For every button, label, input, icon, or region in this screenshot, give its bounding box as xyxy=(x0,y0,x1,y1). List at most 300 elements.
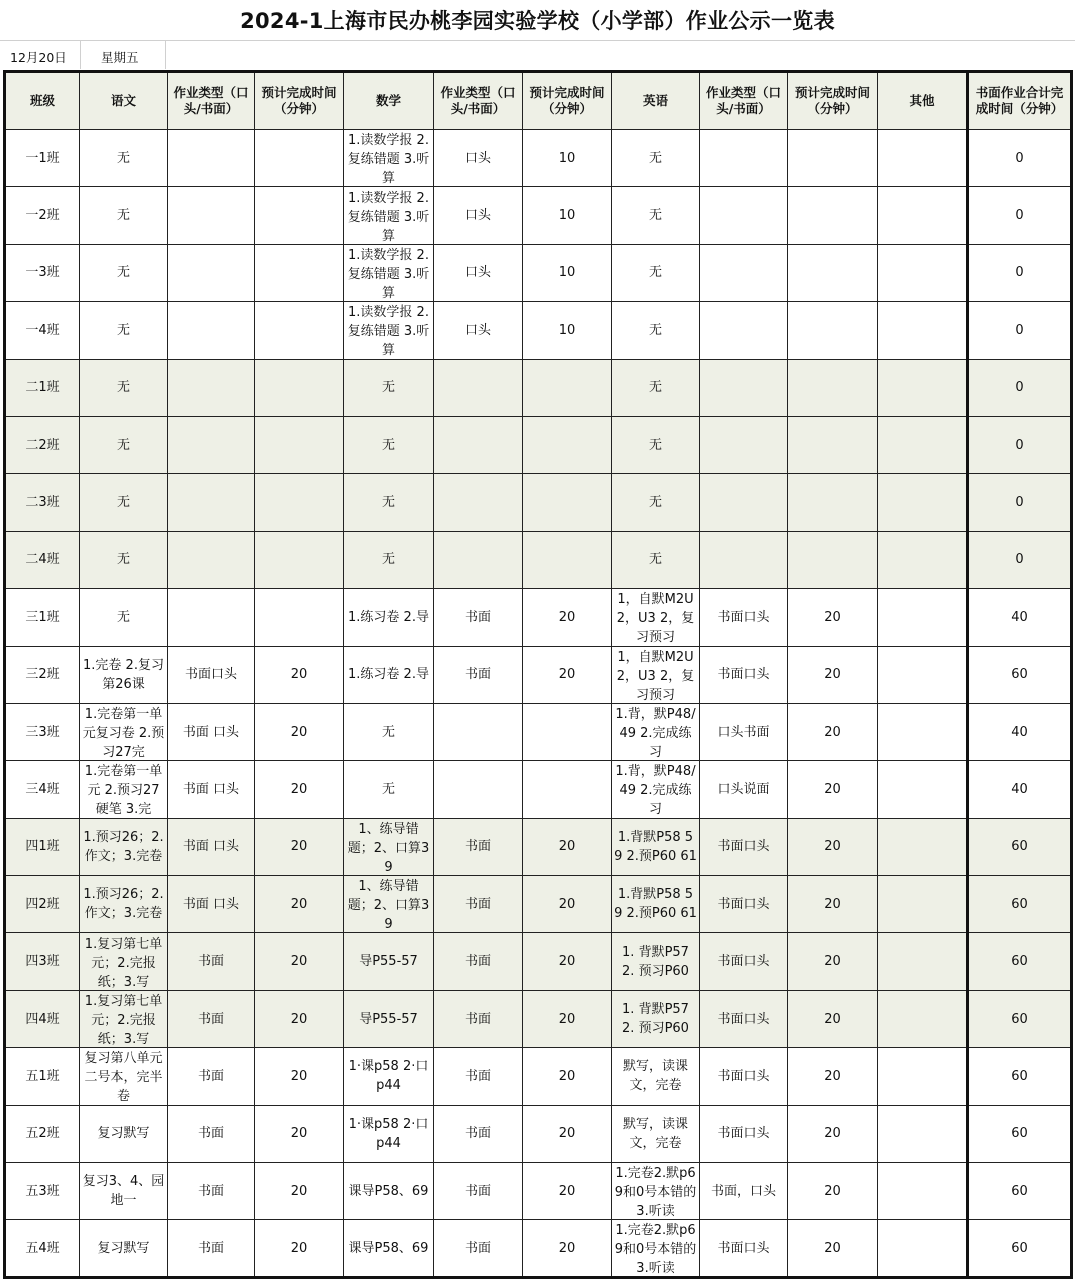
cell-text: 1.复习第七单元；2.完报纸；3.写 xyxy=(84,936,163,989)
cell-total-time xyxy=(968,876,1072,933)
cell-math-type xyxy=(434,818,523,875)
cell-text: 二3班 xyxy=(25,495,60,511)
cell-class xyxy=(5,703,80,760)
cell-class xyxy=(5,933,80,990)
cell-english-type xyxy=(700,876,788,933)
cell-total-time xyxy=(968,818,1072,875)
cell-text: 三2班 xyxy=(25,667,60,683)
table-row xyxy=(5,990,1072,1047)
cell-english xyxy=(612,187,700,244)
cell-text: 1.背默P58 59 2.预P60 61 xyxy=(614,887,697,922)
cell-total-time xyxy=(968,359,1072,416)
cell-english-type xyxy=(700,244,788,301)
cell-math-type xyxy=(434,359,523,416)
cell-text: 40 xyxy=(1011,724,1028,740)
cell-text: 20 xyxy=(290,724,308,740)
cell-chinese-type xyxy=(168,416,255,473)
cell-text: 五4班 xyxy=(25,1240,60,1256)
cell-other xyxy=(878,876,968,933)
cell-chinese-type xyxy=(168,531,255,588)
cell-english-time xyxy=(788,646,878,703)
cell-text: 书面 xyxy=(464,1126,491,1142)
cell-english-time xyxy=(788,416,878,473)
cell-text: 60 xyxy=(1011,954,1028,970)
cell-math-type xyxy=(434,761,523,818)
cell-text: 1，自默M2U2，U3 2，复习预习 xyxy=(616,592,695,645)
cell-text: 书面 xyxy=(464,609,491,625)
cell-text: 20 xyxy=(290,1126,308,1142)
cell-total-time xyxy=(968,130,1072,187)
cell-chinese-time xyxy=(255,1105,344,1162)
cell-english-type xyxy=(700,359,788,416)
cell-total-time xyxy=(968,761,1072,818)
header-total-time: 书面作业合计完成时间（分钟） xyxy=(968,72,1072,130)
cell-text: 1.练习卷 2.导 xyxy=(348,667,429,683)
cell-text: 0 xyxy=(1015,380,1024,396)
cell-english xyxy=(612,416,700,473)
cell-chinese-type xyxy=(168,990,255,1047)
cell-text: 无 xyxy=(648,437,662,453)
cell-chinese xyxy=(80,474,168,531)
cell-text: 无 xyxy=(116,322,130,338)
cell-math xyxy=(344,416,434,473)
cell-english-time xyxy=(788,990,878,1047)
cell-text: 1.复习第七单元；2.完报纸；3.写 xyxy=(84,994,163,1047)
cell-math-time xyxy=(523,589,612,646)
cell-total-time xyxy=(968,1220,1072,1277)
cell-text: 书面 xyxy=(464,1011,491,1027)
cell-class xyxy=(5,876,80,933)
cell-text: 40 xyxy=(1011,609,1028,625)
cell-english-time xyxy=(788,187,878,244)
cell-text: 10 xyxy=(558,322,576,338)
cell-english-type xyxy=(700,761,788,818)
cell-chinese-type xyxy=(168,646,255,703)
cell-chinese-type xyxy=(168,818,255,875)
cell-class xyxy=(5,1220,80,1277)
cell-english-time xyxy=(788,818,878,875)
cell-text: 书面 xyxy=(464,896,491,912)
cell-text: 0 xyxy=(1015,552,1024,568)
cell-english-type xyxy=(700,589,788,646)
cell-other xyxy=(878,703,968,760)
header-row xyxy=(5,72,1072,130)
cell-text: 书面口头 xyxy=(717,839,770,855)
header-english: 英语 xyxy=(612,72,700,130)
table-row xyxy=(5,876,1072,933)
cell-class xyxy=(5,990,80,1047)
cell-english-time xyxy=(788,1220,878,1277)
cell-english-type xyxy=(700,933,788,990)
cell-text: 1.背，默P48/49 2.完成练习 xyxy=(615,764,696,817)
cell-total-time xyxy=(968,416,1072,473)
cell-english xyxy=(612,130,700,187)
cell-text: 书面 口头 xyxy=(182,781,240,797)
cell-class xyxy=(5,531,80,588)
cell-english xyxy=(612,589,700,646)
table-row xyxy=(5,187,1072,244)
cell-class xyxy=(5,1105,80,1162)
cell-math-type xyxy=(434,990,523,1047)
cell-text: 复习默写 xyxy=(97,1240,150,1256)
table-row xyxy=(5,359,1072,416)
cell-math-time xyxy=(523,876,612,933)
cell-text: 无 xyxy=(381,724,395,740)
cell-text: 20 xyxy=(290,839,308,855)
table-row xyxy=(5,302,1072,359)
table-row xyxy=(5,818,1072,875)
cell-math-time xyxy=(523,1220,612,1277)
cell-english xyxy=(612,933,700,990)
cell-chinese xyxy=(80,1220,168,1277)
cell-text: 无 xyxy=(381,552,395,568)
cell-english xyxy=(612,359,700,416)
cell-chinese xyxy=(80,359,168,416)
cell-english-type xyxy=(700,646,788,703)
table-row xyxy=(5,646,1072,703)
cell-english xyxy=(612,244,700,301)
cell-total-time xyxy=(968,1163,1072,1220)
cell-text: 无 xyxy=(116,437,130,453)
cell-chinese xyxy=(80,876,168,933)
cell-text: 20 xyxy=(558,839,576,855)
cell-chinese-time xyxy=(255,761,344,818)
cell-text: 20 xyxy=(290,1068,308,1084)
cell-math xyxy=(344,818,434,875)
cell-total-time xyxy=(968,244,1072,301)
cell-text: 1、练导错题；2、口算39 xyxy=(347,821,430,874)
cell-text: 20 xyxy=(290,667,308,683)
cell-text: 书面，口头 xyxy=(710,1183,776,1199)
cell-math-time xyxy=(523,1163,612,1220)
cell-math xyxy=(344,646,434,703)
cell-chinese xyxy=(80,244,168,301)
cell-math xyxy=(344,531,434,588)
table-row xyxy=(5,474,1072,531)
cell-math-type xyxy=(434,1105,523,1162)
cell-other xyxy=(878,1163,968,1220)
cell-text: 书面 xyxy=(464,1240,491,1256)
cell-text: 1.完卷第一单元 2.预习27硬笔 3.完 xyxy=(84,764,163,817)
cell-chinese xyxy=(80,990,168,1047)
cell-text: 无 xyxy=(648,208,662,224)
cell-chinese-type xyxy=(168,187,255,244)
cell-text: 20 xyxy=(824,609,841,625)
cell-text: 一1班 xyxy=(25,150,60,166)
cell-english-time xyxy=(788,130,878,187)
cell-english-type xyxy=(700,1220,788,1277)
cell-chinese-time xyxy=(255,818,344,875)
cell-other xyxy=(878,990,968,1047)
cell-english xyxy=(612,876,700,933)
cell-english xyxy=(612,1163,700,1220)
cell-text: 0 xyxy=(1015,265,1024,281)
cell-text: 一3班 xyxy=(25,265,60,281)
cell-text: 60 xyxy=(1011,1068,1028,1084)
cell-text: 四4班 xyxy=(25,1011,60,1027)
cell-chinese-type xyxy=(168,761,255,818)
cell-text: 1.背，默P48/49 2.完成练习 xyxy=(615,707,696,760)
cell-text: 二4班 xyxy=(25,552,60,568)
cell-english-type xyxy=(700,1163,788,1220)
cell-chinese-time xyxy=(255,359,344,416)
cell-math-time xyxy=(523,359,612,416)
table-row xyxy=(5,130,1072,187)
cell-class xyxy=(5,187,80,244)
cell-text: 口头 xyxy=(464,265,491,281)
cell-text: 20 xyxy=(290,781,308,797)
cell-class xyxy=(5,474,80,531)
cell-text: 60 xyxy=(1011,1011,1028,1027)
cell-text: 1·课p58 2·口p44 xyxy=(348,1116,429,1151)
cell-class xyxy=(5,589,80,646)
cell-math-type xyxy=(434,187,523,244)
cell-text: 书面 xyxy=(197,1011,224,1027)
cell-english-time xyxy=(788,1048,878,1105)
cell-text: 20 xyxy=(558,1240,576,1256)
cell-text: 书面口头 xyxy=(717,954,770,970)
cell-text: 课导P58、69 xyxy=(348,1183,429,1199)
cell-total-time xyxy=(968,1048,1072,1105)
cell-text: 20 xyxy=(290,1240,308,1256)
cell-text: 书面 xyxy=(464,954,491,970)
cell-text: 20 xyxy=(558,1183,576,1199)
cell-text: 1. 背默P57 2. 预习P60 xyxy=(622,1002,689,1037)
cell-text: 20 xyxy=(558,896,576,912)
cell-text: 口头 xyxy=(464,322,491,338)
cell-english-time xyxy=(788,703,878,760)
cell-text: 书面口头 xyxy=(717,896,770,912)
cell-chinese-type xyxy=(168,302,255,359)
cell-text: 60 xyxy=(1011,1126,1028,1142)
cell-math-type xyxy=(434,1048,523,1105)
cell-math-type xyxy=(434,646,523,703)
cell-chinese xyxy=(80,416,168,473)
cell-text: 无 xyxy=(381,495,395,511)
table-row xyxy=(5,416,1072,473)
cell-text: 20 xyxy=(290,896,308,912)
cell-english-time xyxy=(788,244,878,301)
cell-text: 书面 xyxy=(464,1183,491,1199)
cell-chinese-time xyxy=(255,474,344,531)
cell-english-time xyxy=(788,876,878,933)
cell-other xyxy=(878,187,968,244)
cell-text: 0 xyxy=(1015,208,1024,224)
cell-text: 书面口头 xyxy=(717,667,770,683)
cell-text: 1.完卷2.默p69和0号本错的3.听读 xyxy=(614,1223,697,1276)
cell-english-time xyxy=(788,302,878,359)
cell-math-type xyxy=(434,416,523,473)
cell-english xyxy=(612,1105,700,1162)
cell-other xyxy=(878,302,968,359)
cell-text: 书面 xyxy=(197,1240,224,1256)
cell-math-type xyxy=(434,302,523,359)
cell-text: 一2班 xyxy=(25,208,60,224)
cell-text: 书面 xyxy=(464,667,491,683)
cell-chinese xyxy=(80,933,168,990)
cell-text: 无 xyxy=(116,208,130,224)
table-row xyxy=(5,1105,1072,1162)
cell-text: 书面 xyxy=(197,954,224,970)
cell-chinese xyxy=(80,1105,168,1162)
cell-text: 默写，读课文，完卷 xyxy=(622,1059,688,1094)
cell-text: 五3班 xyxy=(25,1183,60,1199)
cell-chinese xyxy=(80,646,168,703)
cell-text: 20 xyxy=(290,954,308,970)
cell-other xyxy=(878,646,968,703)
cell-math xyxy=(344,1048,434,1105)
cell-english-type xyxy=(700,531,788,588)
cell-class xyxy=(5,646,80,703)
cell-total-time xyxy=(968,933,1072,990)
cell-chinese xyxy=(80,703,168,760)
cell-english-type xyxy=(700,302,788,359)
cell-text: 无 xyxy=(648,150,662,166)
cell-text: 20 xyxy=(824,954,841,970)
cell-math xyxy=(344,302,434,359)
cell-chinese xyxy=(80,589,168,646)
cell-text: 口头 xyxy=(464,150,491,166)
cell-text: 60 xyxy=(1011,667,1028,683)
cell-english xyxy=(612,531,700,588)
cell-text: 无 xyxy=(381,380,395,396)
cell-chinese-type xyxy=(168,589,255,646)
cell-math xyxy=(344,359,434,416)
cell-text: 书面口头 xyxy=(717,1011,770,1027)
cell-text: 导P55-57 xyxy=(359,1011,418,1027)
cell-chinese-time xyxy=(255,130,344,187)
cell-english-time xyxy=(788,1163,878,1220)
cell-total-time xyxy=(968,1105,1072,1162)
cell-text: 书面 xyxy=(197,1126,224,1142)
cell-english-time xyxy=(788,589,878,646)
header-chinese: 语文 xyxy=(80,72,168,130)
cell-english-time xyxy=(788,531,878,588)
cell-text: 复习默写 xyxy=(97,1126,150,1142)
cell-text: 20 xyxy=(824,1068,841,1084)
cell-english-time xyxy=(788,933,878,990)
cell-math-type xyxy=(434,1220,523,1277)
cell-other xyxy=(878,589,968,646)
cell-chinese-time xyxy=(255,876,344,933)
cell-math-time xyxy=(523,474,612,531)
cell-math-time xyxy=(523,416,612,473)
cell-text: 20 xyxy=(290,1011,308,1027)
cell-text: 10 xyxy=(558,150,576,166)
cell-text: 书面 口头 xyxy=(182,896,240,912)
cell-math xyxy=(344,876,434,933)
cell-math xyxy=(344,589,434,646)
cell-chinese-type xyxy=(168,1163,255,1220)
cell-total-time xyxy=(968,302,1072,359)
cell-chinese xyxy=(80,1048,168,1105)
cell-chinese-type xyxy=(168,1220,255,1277)
header-class: 班级 xyxy=(5,72,80,130)
cell-chinese-time xyxy=(255,703,344,760)
cell-english xyxy=(612,1220,700,1277)
cell-english xyxy=(612,818,700,875)
cell-text: 20 xyxy=(824,1011,841,1027)
cell-math-time xyxy=(523,933,612,990)
cell-math-time xyxy=(523,1048,612,1105)
cell-text: 20 xyxy=(824,1126,841,1142)
cell-text: 1.完卷第一单元复习卷 2.预习27完 xyxy=(82,707,165,760)
cell-chinese-time xyxy=(255,416,344,473)
cell-text: 1、练导错题；2、口算39 xyxy=(347,879,430,932)
cell-text: 1.背默P58 59 2.预P60 61 xyxy=(614,829,697,864)
cell-english xyxy=(612,990,700,1047)
cell-total-time xyxy=(968,187,1072,244)
cell-text: 三3班 xyxy=(25,724,60,740)
cell-text: 无 xyxy=(116,380,130,396)
cell-total-time xyxy=(968,703,1072,760)
cell-text: 四2班 xyxy=(25,896,60,912)
table-row xyxy=(5,703,1072,760)
cell-math-type xyxy=(434,876,523,933)
header-english-time: 预计完成时间（分钟） xyxy=(788,72,878,130)
cell-text: 20 xyxy=(824,896,841,912)
cell-math-type xyxy=(434,1163,523,1220)
cell-text: 10 xyxy=(558,265,576,281)
cell-text: 1.完卷 2.复习第26课 xyxy=(83,657,164,692)
cell-text: 无 xyxy=(648,265,662,281)
cell-other xyxy=(878,359,968,416)
cell-text: 20 xyxy=(824,667,841,683)
cell-text: 20 xyxy=(824,1240,841,1256)
cell-total-time xyxy=(968,531,1072,588)
cell-chinese-time xyxy=(255,531,344,588)
cell-text: 1.完卷2.默p69和0号本错的3.听读 xyxy=(614,1166,697,1219)
cell-text: 四1班 xyxy=(25,839,60,855)
cell-math-time xyxy=(523,130,612,187)
cell-english xyxy=(612,1048,700,1105)
cell-english-type xyxy=(700,187,788,244)
cell-math-type xyxy=(434,589,523,646)
cell-text: 20 xyxy=(558,667,576,683)
cell-other xyxy=(878,933,968,990)
cell-english-type xyxy=(700,130,788,187)
header-math-time: 预计完成时间（分钟） xyxy=(523,72,612,130)
header-english-type: 作业类型（口头/书面） xyxy=(700,72,788,130)
cell-text: 书面 xyxy=(197,1183,224,1199)
cell-class xyxy=(5,1163,80,1220)
cell-other xyxy=(878,130,968,187)
cell-text: 书面 xyxy=(464,839,491,855)
cell-text: 无 xyxy=(648,552,662,568)
cell-text: 1.练习卷 2.导 xyxy=(348,609,429,625)
cell-text: 课导P58、69 xyxy=(348,1240,429,1256)
cell-math-type xyxy=(434,933,523,990)
cell-math-time xyxy=(523,646,612,703)
cell-text: 口头说面 xyxy=(717,781,770,797)
cell-math-type xyxy=(434,531,523,588)
cell-text: 二1班 xyxy=(25,380,60,396)
cell-chinese-type xyxy=(168,1048,255,1105)
cell-other xyxy=(878,1105,968,1162)
cell-other xyxy=(878,531,968,588)
cell-other xyxy=(878,416,968,473)
cell-text: 无 xyxy=(116,495,130,511)
cell-text: 导P55-57 xyxy=(359,954,418,970)
cell-chinese-time xyxy=(255,1048,344,1105)
table-row xyxy=(5,933,1072,990)
cell-class xyxy=(5,130,80,187)
cell-text: 20 xyxy=(824,839,841,855)
cell-math-time xyxy=(523,244,612,301)
cell-text: 60 xyxy=(1011,1240,1028,1256)
cell-text: 无 xyxy=(648,322,662,338)
cell-chinese-time xyxy=(255,1220,344,1277)
